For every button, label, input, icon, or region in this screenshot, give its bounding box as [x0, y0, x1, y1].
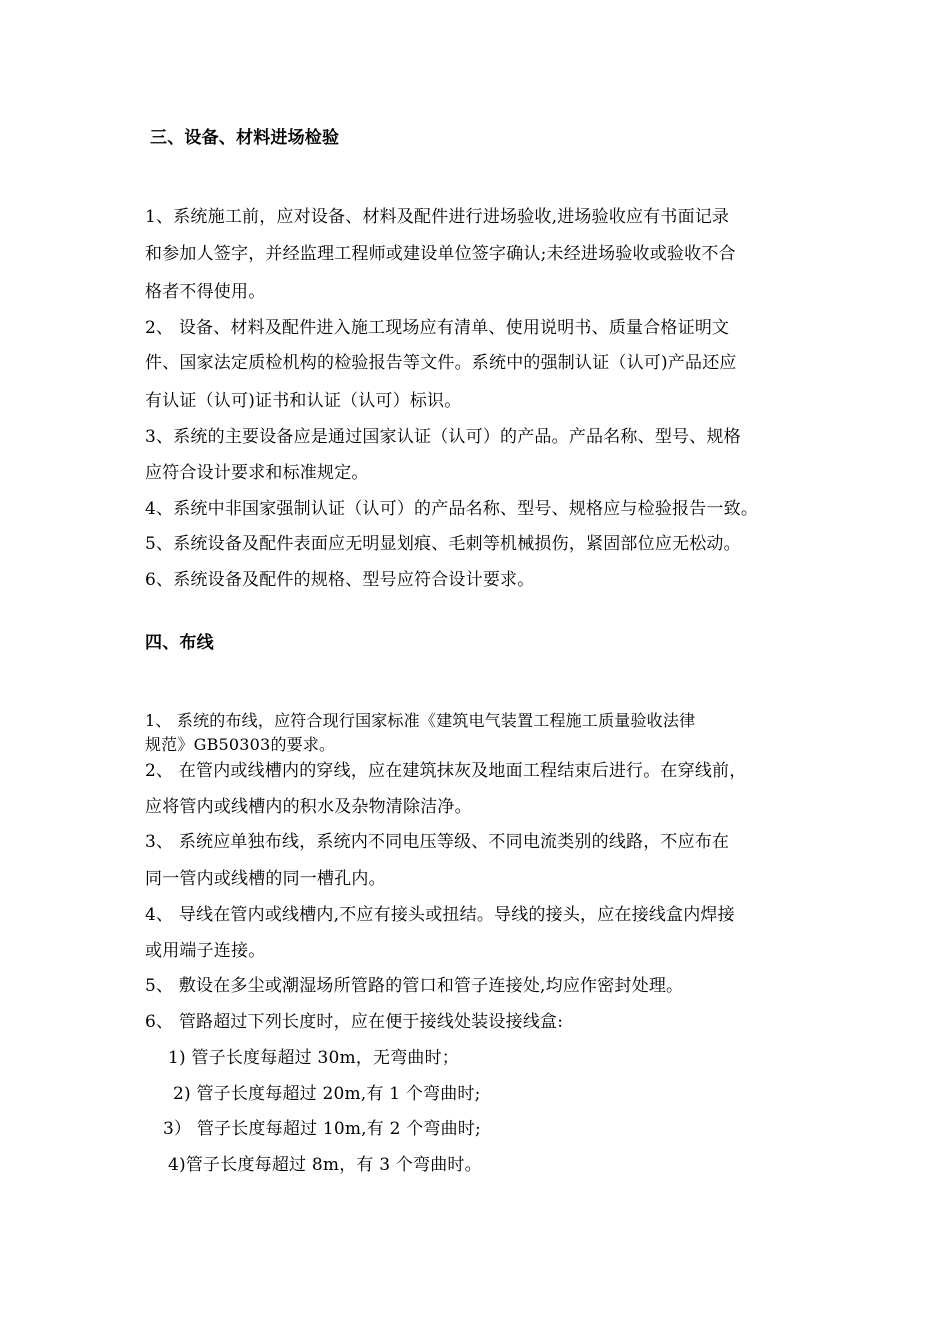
- paragraph-line: 件、国家法定质检机构的检验报告等文件。系统中的强制认证（认可)产品还应: [145, 353, 737, 373]
- paragraph-line: 2、 在管内或线槽内的穿线，应在建筑抹灰及地面工程结束后进行。在穿线前，: [145, 761, 747, 781]
- paragraph-line: 1、 系统的布线，应符合现行国家标准《建筑电气装置工程施工质量验收法律: [145, 711, 696, 730]
- paragraph-line: 和参加人签字，并经监理工程师或建设单位签字确认;未经进场验收或验收不合: [145, 244, 736, 264]
- section-4-heading: 四、布线: [145, 633, 214, 653]
- paragraph-line: 1、系统施工前，应对设备、材料及配件进行进场验收,进场验收应有书面记录: [145, 207, 730, 227]
- section-3-heading: 三、设备、材料进场检验: [150, 128, 340, 148]
- paragraph-line: 4、 导线在管内或线槽内,不应有接头或扭结。导线的接头，应在接线盒内焊接: [145, 905, 735, 925]
- paragraph-line: 3、系统的主要设备应是通过国家认证（认可）的产品。产品名称、型号、规格: [145, 427, 741, 447]
- list-item: 4)管子长度每超过 8m，有 3 个弯曲时。: [168, 1155, 482, 1175]
- paragraph-line: 同一管内或线槽的同一槽孔内。: [145, 869, 386, 889]
- paragraph-line: 3、 系统应单独布线，系统内不同电压等级、不同电流类别的线路，不应布在: [145, 832, 730, 852]
- paragraph-line: 6、 管路超过下列长度时，应在便于接线处装设接线盒:: [145, 1012, 564, 1032]
- paragraph-line: 5、系统设备及配件表面应无明显划痕、毛刺等机械损伤，紧固部位应无松动。: [145, 534, 741, 554]
- list-item: 3） 管子长度每超过 10m,有 2 个弯曲时;: [163, 1119, 481, 1139]
- list-item: 2) 管子长度每超过 20m,有 1 个弯曲时;: [173, 1084, 481, 1104]
- paragraph-line: 或用端子连接。: [145, 941, 266, 961]
- paragraph-line: 规范》GB50303的要求。: [145, 735, 336, 754]
- paragraph-line: 有认证（认可)证书和认证（认可）标识。: [145, 391, 462, 411]
- paragraph-line: 格者不得使用。: [145, 282, 266, 302]
- list-item: 1) 管子长度每超过 30m，无弯曲时；: [168, 1048, 460, 1068]
- paragraph-line: 应将管内或线槽内的积水及杂物清除洁净。: [145, 797, 472, 817]
- paragraph-line: 应符合设计要求和标准规定。: [145, 463, 369, 483]
- paragraph-line: 5、 敷设在多尘或潮湿场所管路的管口和管子连接处,均应作密封处理。: [145, 976, 684, 996]
- paragraph-line: 6、系统设备及配件的规格、型号应符合设计要求。: [145, 570, 535, 590]
- paragraph-line: 4、系统中非国家强制认证（认可）的产品名称、型号、规格应与检验报告一致。: [145, 499, 759, 519]
- paragraph-line: 2、 设备、材料及配件进入施工现场应有清单、使用说明书、质量合格证明文: [145, 318, 730, 338]
